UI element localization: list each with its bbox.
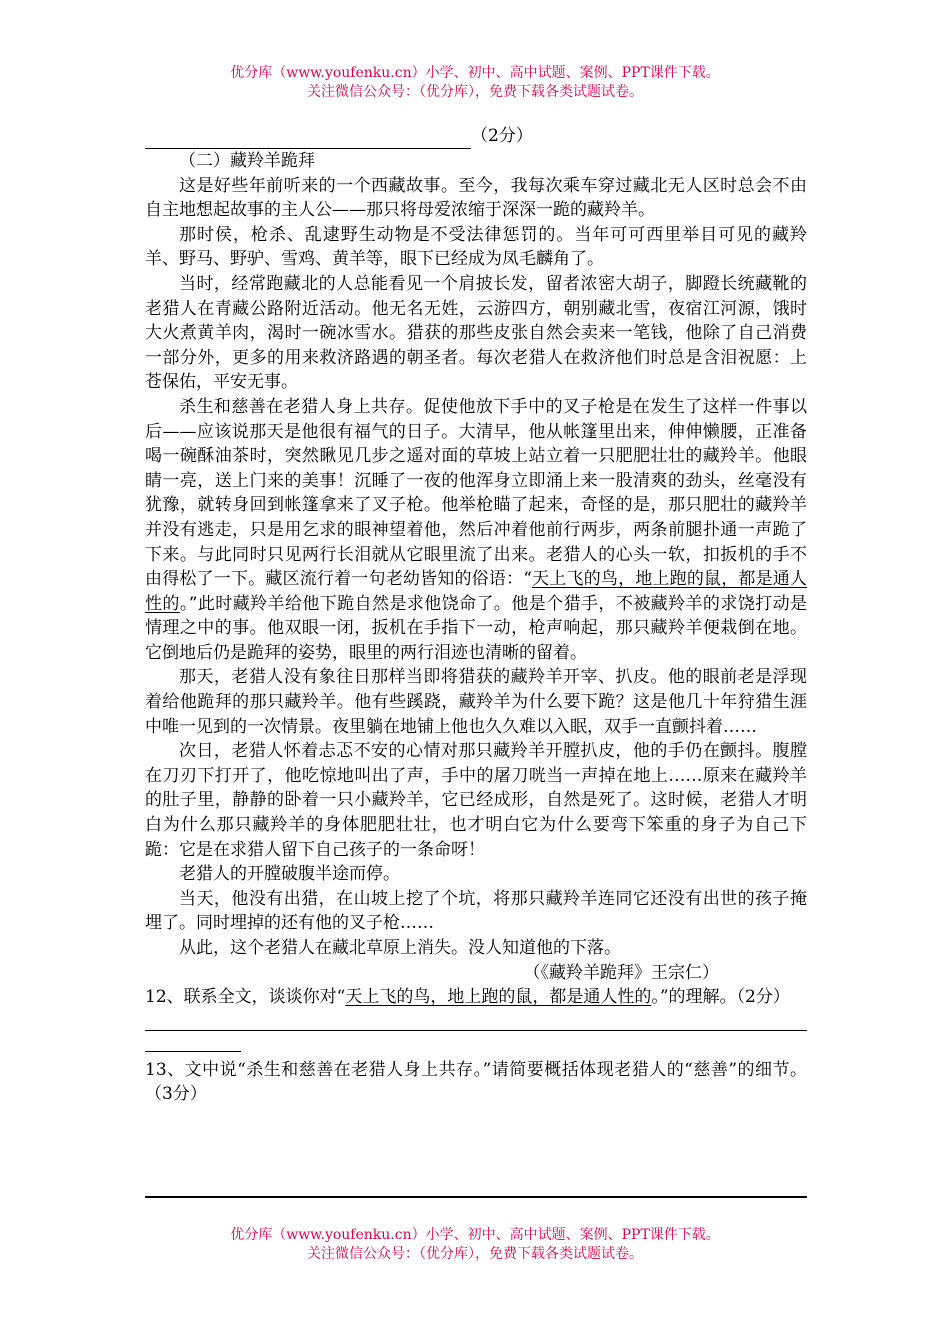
- paragraph: 次日，老猎人怀着忐忑不安的心情对那只藏羚羊开膛扒皮，他的手仍在颤抖。腹膛在刀刃下打开了，他吃惊地叫出了声，手中的屠刀咣当一声掉在地上……原来在藏羚羊的肚子里，静静的卧着一只小藏羚羊，它已经成形，自然是死了。这时候，老猎人才明白为什么那只藏羚羊的身体肥肥壮壮，也才明白它为什么要弯下笨重的身子为自己下跪：它是在求猎人留下自己孩子的一条命呀！: [145, 741, 807, 860]
- answer-blank-line[interactable]: [145, 130, 471, 149]
- paragraph: 从此，这个老猎人在藏北草原上消失。没人知道他的下落。: [179, 938, 621, 958]
- paragraph: 那天，老猎人没有象往日那样当即将猎获的藏羚羊开宰、扒皮。他的眼前老是浮现着给他跪拜的那只藏羚羊。他有些蹊跷，藏羚羊为什么要下跪？这是他几十年狩猎生涯中唯一见到的一次情景。夜里躺在地铺上他也久久难以入眠，双手一直颤抖着……: [145, 667, 807, 737]
- header-line-1: 优分库（www.youfenku.cn）小学、初中、高中试题、案例、PPT课件下载。: [230, 65, 720, 81]
- page-footer: [0, 1226, 950, 1264]
- page-divider: [145, 1196, 807, 1198]
- document-body: [145, 124, 807, 1107]
- paragraph: 当时，经常跑藏北的人总能看见一个肩披长发，留者浓密大胡子，脚蹬长统藏靴的老猎人在青藏公路附近活动。他无名无姓，云游四方，朝别藏北雪，夜宿江河源，饿时大火煮黄羊肉，渴时一碗冰雪水。猎获的那些皮张自然会卖来一笔钱，他除了自己消费一部分外，更多的用来救济路遇的朝圣者。每次老猎人在救济他们时总是含泪祝愿：上苍保佑，平安无事。: [145, 273, 807, 393]
- underlined-proverb: 天上飞的鸟，地上跑的鼠，都是通人性的: [345, 987, 652, 1008]
- question-13: 13、文中说“杀生和慈善在老猎人身上共存。”请简要概括体现老猎人的“慈善”的细节。（3分）: [145, 1059, 807, 1105]
- answer-line-short[interactable]: [145, 1031, 241, 1052]
- answer-line[interactable]: [145, 1010, 807, 1031]
- previous-answer-row: [145, 124, 807, 149]
- paragraph: 当天，他没有出猎，在山坡上挖了个坑，将那只藏羚羊连同它还没有出世的孩子掩埋了。同时埋掉的还有他的叉子枪……: [145, 888, 807, 934]
- paragraph-text: 杀生和慈善在老猎人身上共存。促使他放下手中的叉子枪是在发生了这样一件事以后——应该说那天是他很有福气的日子。大清早，他从帐篷里出来，伸伸懒腰，正准备喝一碗酥油茶时，突然瞅见几步之遥对面的草坡上站立着一只肥肥壮壮的藏羚羊。他眼睛一亮，送上门来的美事！沉睡了一夜的他浑身立即涌上来一股清爽的劲头，丝毫没有犹豫，就转身回到帐篷拿来了叉子枪。他举枪瞄了起来，奇怪的是，那只肥壮的藏羚羊并没有逃走，只是用乞求的眼神望着他，然后冲着他前行两步，两条前腿扑通一声跪了下来。与此同时只见两行长泪就从它眼里流了出来。老猎人的心头一软，扣扳机的手不由得松了一下。藏区流行着一句老幼皆知的俗语：“: [145, 396, 807, 590]
- previous-answer-score: （2分）: [471, 126, 533, 147]
- question-12: [145, 985, 807, 1010]
- underlined-proverb: 天上飞的鸟，地上跑的鼠，都是通人性的: [145, 569, 807, 614]
- question-text: 。”的理解。（2分）: [651, 987, 790, 1008]
- paragraph-text: 。”此时藏羚羊给他下跪自然是求他饶命了。他是个猎手，不被藏羚羊的求饶打动是情理之中的事。他双眼一闭，扳机在手指下一动，枪声响起，那只藏羚羊便栽倒在地。它倒地后仍是跪拜的姿势，眼里的两行泪迹也清晰的留着。: [145, 593, 807, 663]
- article-source: （《藏羚羊跪拜》王宗仁）: [523, 962, 719, 983]
- footer-line-2: 关注微信公众号：（优分库），免费下载各类试题试卷。: [307, 1246, 643, 1262]
- paragraph: 这是好些年前听来的一个西藏故事。至今，我每次乘车穿过藏北无人区时总会不由自主地想起故事的主人公——那只将母爱浓缩于深深一跪的藏羚羊。: [145, 175, 807, 221]
- section-title: （二）藏羚羊跪拜: [179, 151, 315, 171]
- question-text: 12、联系全文，谈谈你对“: [145, 987, 346, 1008]
- paragraph: 老猎人的开膛破腹半途而停。: [179, 864, 400, 885]
- header-line-2: 关注微信公众号：（优分库），免费下载各类试题试卷。: [307, 84, 643, 100]
- footer-line-1: 优分库（www.youfenku.cn）小学、初中、高中试题、案例、PPT课件下载。: [230, 1227, 720, 1243]
- paragraph: 那时侯，枪杀、乱逮野生动物是不受法律惩罚的。当年可可西里举目可见的藏羚羊、野马、野驴、雪鸡、黄羊等，眼下已经成为凤毛麟角了。: [145, 224, 807, 270]
- page-header: [0, 64, 950, 102]
- paragraph-with-proverb: [145, 395, 807, 666]
